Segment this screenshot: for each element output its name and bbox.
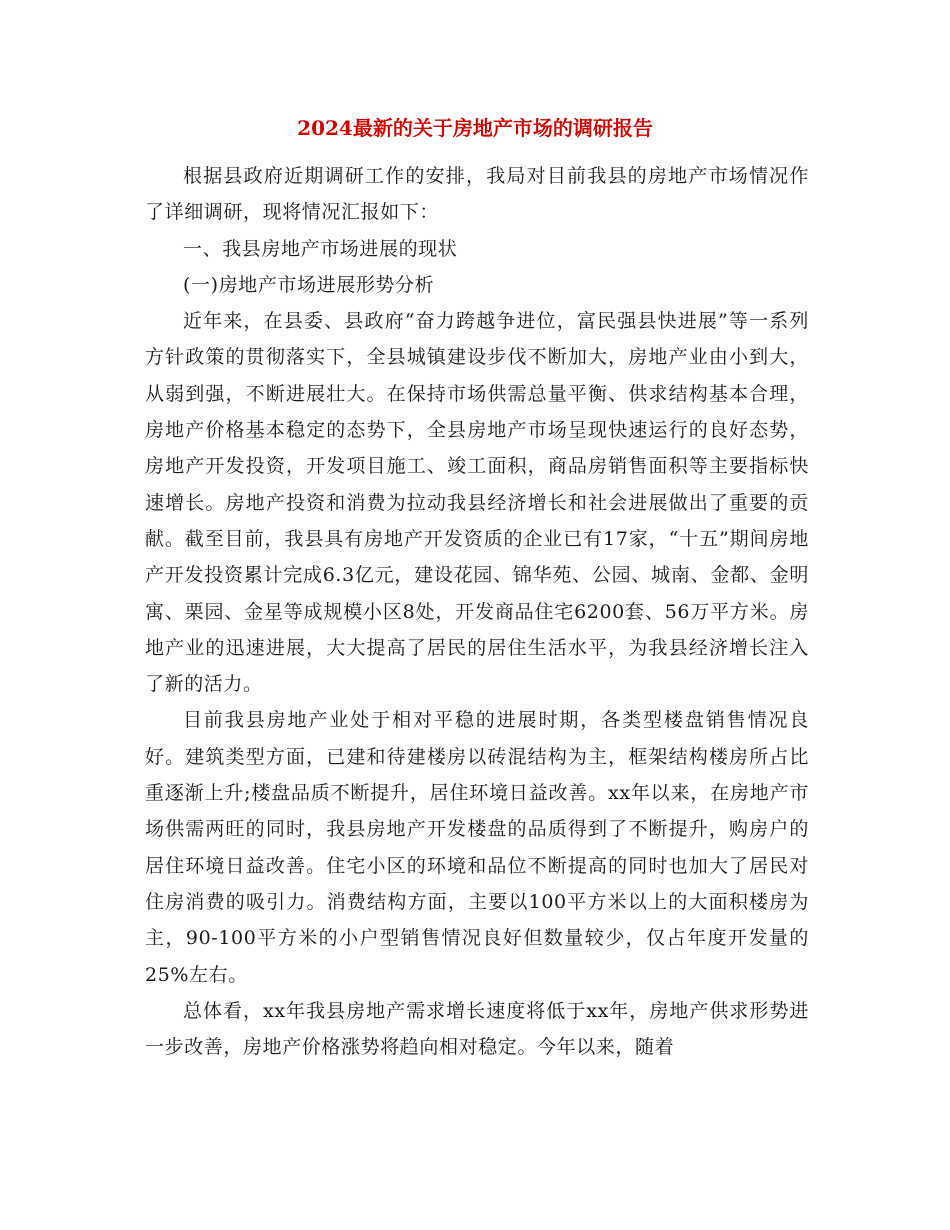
section-heading: 一、我县房地产市场进展的现状 bbox=[183, 237, 458, 260]
body-paragraph: 总体看，xx年我县房地产需求增长速度将低于xx年，房地产供求形势进一步改善，房地产价格涨势将趋向相对稳定。今年以来，随着 bbox=[145, 999, 809, 1059]
subsection-heading: (一)房地产市场进展形势分析 bbox=[183, 273, 435, 296]
body-paragraph: 目前我县房地产业处于相对平稳的进展时期，各类型楼盘销售情况良好。建筑类型方面，已建和待建楼房以砖混结构为主，框架结构楼房所占比重逐渐上升;楼盘品质不断提升，居住环境日益改善。xx年以来，在房地产市场供需两旺的同时，我县房地产开发楼盘的品质得到了不断提升，购房户的居住环境日益改善。住宅小区的环境和品位不断提高的同时也加大了居民对住房消费的吸引力。消费结构方面，主要以100平方米以上的大面积楼房为主，90-100平方米的小户型销售情况良好但数量较少，仅占年度开发量的25%左右。 bbox=[145, 709, 809, 986]
body-paragraph: 近年来，在县委、县政府“奋力跨越争进位，富民强县快进展”等一系列方针政策的贯彻落实下，全县城镇建设步伐不断加大，房地产业由小到大，从弱到强，不断进展壮大。在保持市场供需总量平衡、供求结构基本合理，房地产价格基本稳定的态势下，全县房地产市场呈现快速运行的良好态势，房地产开发投资，开发项目施工、竣工面积，商品房销售面积等主要指标快速增长。房地产投资和消费为拉动我县经济增长和社会进展做出了重要的贡献。截至目前，我县具有房地产开发资质的企业已有17家，“十五”期间房地产开发投资累计完成6.3亿元，建设花园、锦华苑、公园、城南、金都、金明寓、栗园、金星等成规模小区8处，开发商品住宅6200套、56万平方米。房地产业的迅速进展，大大提高了居民的居住生活水平，为我县经济增长注入了新的活力。 bbox=[145, 310, 809, 696]
document-title: 2024最新的关于房地产市场的调研报告 bbox=[297, 116, 653, 140]
document-body bbox=[145, 158, 809, 1065]
intro-paragraph: 根据县政府近期调研工作的安排，我局对目前我县的房地产市场情况作了详细调研，现将情况汇报如下： bbox=[145, 165, 809, 224]
